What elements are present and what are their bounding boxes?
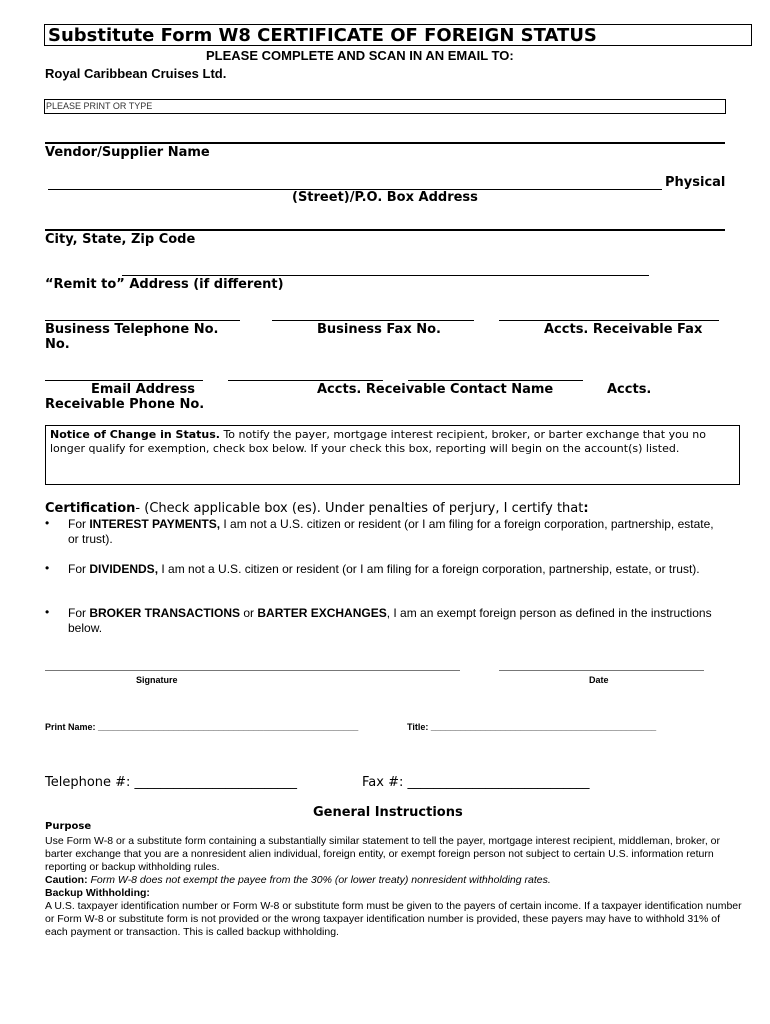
cert-item-dividends[interactable]: For DIVIDENDS, I am not a U.S. citizen or resident (or I am filing for a foreign corporation, partnership, estate, or trust).: [68, 562, 700, 576]
bullet-icon: •: [45, 561, 50, 575]
certification-heading: Certification- (Check applicable box (es). Under penalties of perjury, I certify that:: [45, 501, 589, 516]
notice-heading: Notice of Change in Status.: [50, 428, 220, 441]
backup-heading: Backup Withholding:: [45, 887, 150, 899]
bullet-icon: •: [45, 516, 50, 530]
date-label: Date: [589, 675, 609, 685]
cert-item-interest[interactable]: For INTEREST PAYMENTS, I am not a U.S. citizen or resident (or I am filing for a foreign corporation, partnership, estate, or trust).: [68, 517, 714, 546]
email-line[interactable]: [45, 380, 203, 381]
ar-contact-line-b[interactable]: [408, 380, 583, 381]
caution-label: Caution:: [45, 874, 88, 886]
bullet-icon: •: [45, 605, 50, 619]
purpose-text: Use Form W-8 or a substitute form containing a substantially similar statement to tell the payer, mortgage interest recipient, middleman, broker, or barter exchange that you are a nonresident alien individual, foreign entity, or exempt foreign person not subject to certain U.S. information return reporting or backup withholding rules. Caution: Form W-8 does not exempt the payee from the 30% (or lower treaty) nonresident withholding rates. Backup Withholding: A U.S. taxpayer identification number or Form W-8 or substitute form must be given to the payers of certain income. If a taxpayer identification number or Form W-8 or substitute form is not provided or the wrong taxpayer identification number is provided, these payers may have to withhold 31% of each payment or transaction. This is called backup withholding.: [45, 835, 742, 938]
title-field[interactable]: Title: _____________________________________________: [407, 722, 657, 732]
ar-fax-label: Accts. Receivable Fax: [544, 322, 703, 337]
backup-text: A U.S. taxpayer identification number or Form W-8 or substitute form must be given to the payers of certain income. If a taxpayer identification number or Form W-8 or substitute form is not provided or the wrong taxpayer identification number is provided, these payers may have to withhold 31% of each payment or transaction. This is called backup withholding.: [45, 900, 742, 938]
signature-line[interactable]: [45, 670, 460, 671]
certification-intro: - (Check applicable box (es). Under penalties of perjury, I certify that: [135, 501, 584, 516]
signature-label: Signature: [136, 675, 178, 685]
title-box: [44, 24, 752, 46]
vendor-name-label: Vendor/Supplier Name: [45, 145, 210, 160]
ar-contact-line-a[interactable]: [228, 380, 383, 381]
print-or-type-label: PLEASE PRINT OR TYPE: [46, 101, 153, 111]
business-fax-label: Business Fax No.: [317, 322, 441, 337]
city-state-zip-label: City, State, Zip Code: [45, 232, 196, 247]
business-fax-line[interactable]: [272, 320, 474, 321]
date-line[interactable]: [499, 670, 704, 671]
company-name: Royal Caribbean Cruises Ltd.: [45, 66, 227, 81]
remit-to-line[interactable]: [122, 275, 649, 276]
print-name-field[interactable]: Print Name: ____________________________________________________: [45, 722, 359, 732]
vendor-name-line[interactable]: [45, 142, 725, 144]
business-phone-label: Business Telephone No.: [45, 322, 219, 337]
notice-of-change-box[interactable]: [45, 425, 740, 485]
purpose-heading: Purpose: [45, 821, 92, 832]
print-or-type-box: [44, 99, 726, 114]
ar-phone-label: Receivable Phone No.: [45, 397, 205, 412]
ar-fax-line[interactable]: [499, 320, 719, 321]
business-phone-no-label: No.: [45, 337, 70, 352]
physical-label: Physical: [665, 175, 726, 190]
fax-field[interactable]: Fax #: ____________________________: [362, 775, 590, 790]
telephone-field[interactable]: Telephone #: _________________________: [45, 775, 298, 790]
accts-label: Accts.: [607, 382, 652, 397]
email-label: Email Address: [91, 382, 196, 397]
form-title: Substitute Form W8 CERTIFICATE OF FOREIGN STATUS: [48, 25, 597, 46]
street-po-box-label: (Street)/P.O. Box Address: [292, 190, 478, 205]
cert-item-broker[interactable]: For BROKER TRANSACTIONS or BARTER EXCHANGES, I am an exempt foreign person as defined in the instructions below.: [68, 606, 712, 635]
general-instructions-heading: General Instructions: [313, 805, 463, 820]
business-phone-line[interactable]: [45, 320, 240, 321]
email-instruction: PLEASE COMPLETE AND SCAN IN AN EMAIL TO:: [206, 48, 514, 63]
ar-contact-label: Accts. Receivable Contact Name: [317, 382, 554, 397]
notice-body: To notify the payer, mortgage interest recipient, broker, or barter exchange that you no longer qualify for exemption, check box below. If your check this box, reporting will begin on the account(s) listed.: [50, 428, 706, 455]
city-state-zip-line[interactable]: [45, 229, 725, 231]
remit-to-label: “Remit to” Address (if different): [45, 277, 284, 292]
caution-text: Form W-8 does not exempt the payee from the 30% (or lower treaty) nonresident withholding rates.: [87, 874, 551, 886]
